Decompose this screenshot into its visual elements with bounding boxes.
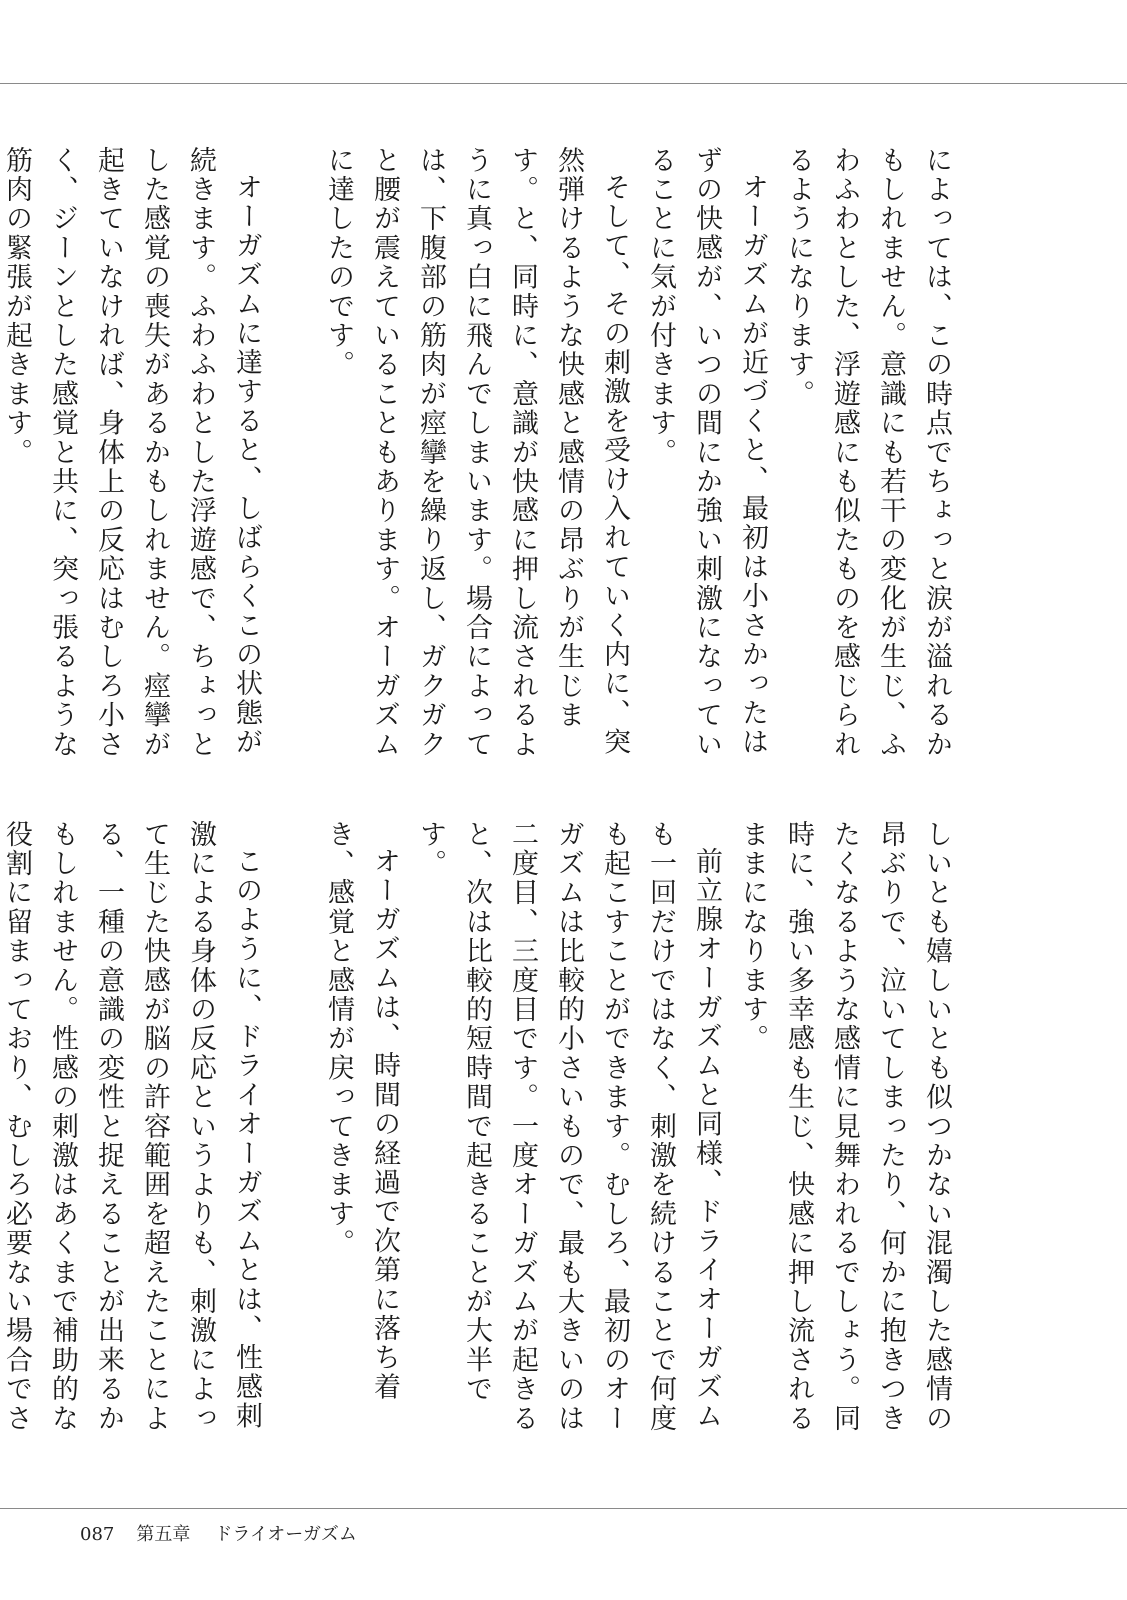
paragraph: しいとも嬉しいとも似つかない混濁した感情の昂ぶりで、泣いてしまったり、何かに抱きつきたくなるような感情に見舞われるでしょう。同時に、強い多幸感も生じ、快感に押し流されるままになります。 bbox=[737, 820, 952, 1434]
paragraph: 前立腺オーガズムと同様、ドライオーガズムも一回だけではなく、刺激を続けることで何度も起こすことができます。むしろ、最初のオーガズムは比較的小さいもので、最も大きいのは二度目、三度目です。一度オーガズムが起きると、次は比較的短時間で起きることが大半です。 bbox=[415, 820, 722, 1434]
paragraph: オーガズムが近づくと、最初は小さかったはずの快感が、いつの間にか強い刺激になっていることに気が付きます。 bbox=[645, 146, 768, 760]
page-footer bbox=[80, 1520, 357, 1546]
paragraph: オーガズムに達すると、しばらくこの状態が続きます。ふわふわとした浮遊感で、ちょっとした感覚の喪失があるかもしれません。痙攣が起きていなければ、身体上の反応はむしろ小さく、ジーンとした感覚と共に、突っ張るような筋肉の緊張が起きます。 bbox=[1, 146, 262, 760]
paragraph: このように、ドライオーガズムとは、性感刺激による身体の反応というよりも、刺激によって生じた快感が脳の許容範囲を超えたことによる、一種の意識の変性と捉えることが出来るかもしれません。性感の刺激はあくまで補助的な役割に留まっており、むしろ必要ない場合でさ bbox=[1, 820, 262, 1434]
top-rule bbox=[0, 83, 1127, 84]
bottom-rule bbox=[0, 1508, 1127, 1509]
chapter-title: ドライオーガズム bbox=[214, 1524, 357, 1545]
lower-text-block bbox=[1, 820, 959, 1460]
upper-text-block bbox=[1, 146, 959, 764]
paragraph: オーガズムは、時間の経過で次第に落ち着き、感覚と感情が戻ってきます。 bbox=[323, 820, 400, 1402]
chapter-label: 第五章 bbox=[136, 1524, 191, 1545]
page-number: 087 bbox=[80, 1524, 115, 1545]
paragraph: によっては、この時点でちょっと涙が溢れるかもしれません。意識にも若干の変化が生じ、ふわふわとした、浮遊感にも似たものを感じられるようになります。 bbox=[783, 146, 952, 760]
paragraph: そして、その刺激を受け入れていく内に、突然弾けるような快感と感情の昂ぶりが生じます。と、同時に、意識が快感に押し流されるように真っ白に飛んでしまいます。場合によっては、下腹部の筋肉が痙攣を繰り返し、ガクガクと腰が震えていることもあります。オーガズムに達したのです。 bbox=[323, 146, 630, 760]
